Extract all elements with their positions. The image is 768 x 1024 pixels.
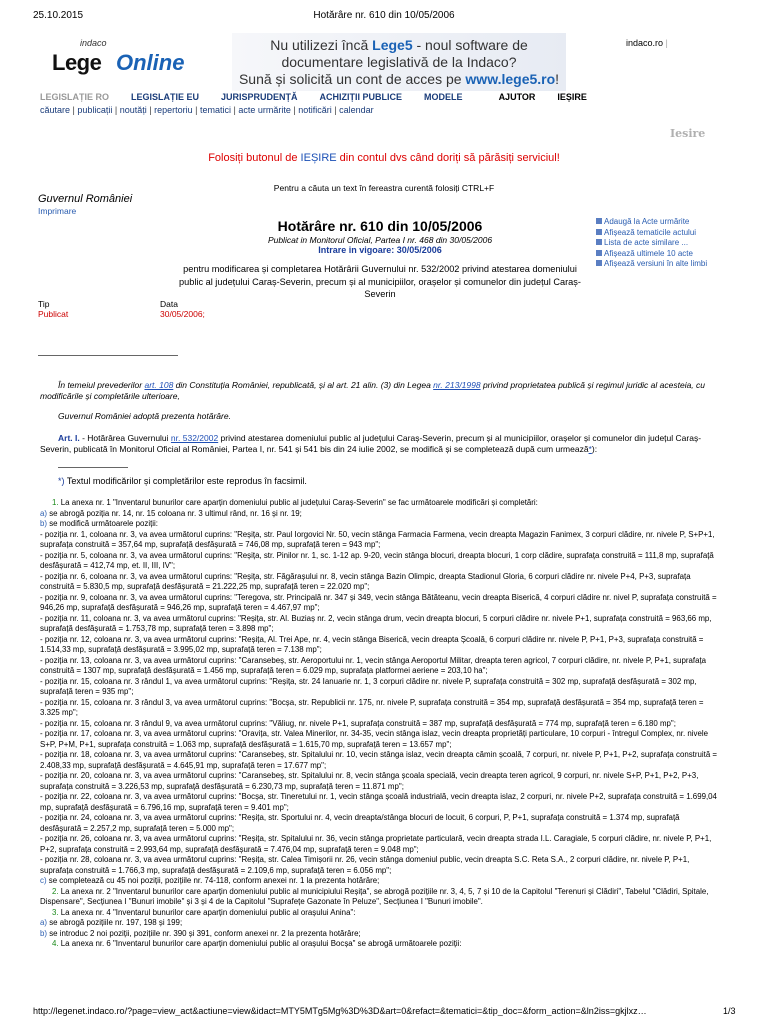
position-24: - poziția nr. 24, coloana nr. 3, va avea următorul cuprins: "Reșița, str. Sportului nr. 4, vecin dreapta/stânga blocuri de locuit, 6 corpuri, P, P+1, suprafața construită = 1.374 mp, suprafață desfășurată = 2.257,2 mp, suprafață teren = 5.000 mp";	[40, 813, 680, 833]
annex-item-1b: b) se modifică următoarele poziții:	[40, 519, 158, 528]
act-title: Hotărâre nr. 610 din 10/05/2006	[277, 218, 483, 234]
print-url: http://legenet.indaco.ro/?page=view_act&actiune=view&idact=MTY5MTg5Mg%3D%3D&art=0&refact=&tematici=&tip_doc=&form_action=&ln2iss=gkjlxz…	[33, 1006, 647, 1016]
banner-line-3: Sună și solicită un cont de acces pe www.lege5.ro!	[238, 71, 560, 87]
arrow-icon	[596, 239, 602, 245]
side-action-languages[interactable]: Afișează versiuni în alte limbi	[596, 259, 707, 270]
side-actions	[596, 217, 707, 270]
side-action-topics[interactable]: Afișează tematicile actului	[596, 228, 707, 239]
arrow-icon	[596, 250, 602, 256]
nav-ajutor[interactable]: AJUTOR	[498, 92, 536, 102]
position-5: - poziția nr. 5, coloana nr. 3, va avea următorul cuprins: "Reșița, str. Pinilor nr. 1, sc. 1-12 ap. 9-20, vecin stânga blocuri, dreapta blocuri, 1 corp clădire, suprafața construită = 111,8 mp, suprafață desfășurată = 412,74 mp, et. II, III, IV";	[40, 550, 714, 570]
nav-legislatie-eu[interactable]: LEGISLAȚIE EU	[131, 92, 200, 102]
position-17: - poziția nr. 17, coloana nr. 3, va avea următorul cuprins: "Oravița, str. Valea Minerilor, nr. 34-35, vecin stânga islaz, vecin dreapta proprietăți particulare, 10 corpuri - întregul Complex, nr. nivele S+P, P+M, P+1, suprafața construită = 1.063 mp, suprafață desfășurată = 1.615,70 mp, suprafață teren = 13.657 mp";	[40, 729, 708, 749]
print-link[interactable]: Imprimare	[38, 206, 77, 216]
nav-achizitii-publice[interactable]: ACHIZIȚII PUBLICE	[319, 92, 403, 102]
position-15-row-3: - poziția nr. 15, coloana nr. 3 rândul 3, va avea următorul cuprins: "Bocșa, str. Republicii nr. 175, nr. nivele P, suprafața construită = 354 mp, suprafață desfășurată = 354 mp, suprafață teren = 3.325 mp";	[40, 697, 704, 717]
footnote-separator	[58, 467, 128, 468]
iesire-button[interactable]: Iesire	[670, 127, 706, 140]
position-20: - poziția nr. 20, coloana nr. 3, va avea următorul cuprins: "Caransebeș, str. Spitalului nr. 8, vecin stânga școala specială, vecin dreapta teren agricol, 9 corpuri, nr. nivele S+P, P+1, P+2, P+3, suprafața construită = 3.226,53 mp, suprafață desfășurată = 6.230,73 mp, suprafață teren = 11.871 mp";	[40, 771, 699, 791]
subnav-noutati[interactable]: noutăți	[119, 105, 147, 115]
logout-notice: Folosiți butonul de IEȘIRE din contul dvs când doriți să părăsiți serviciul!	[208, 152, 560, 164]
side-action-similar[interactable]: Lista de acte similare ...	[596, 238, 707, 249]
meta-data-value: 30/05/2006;	[160, 309, 205, 319]
arrow-icon	[596, 260, 602, 266]
annex-item-1a: a) se abrogă poziția nr. 14, nr. 15 coloana nr. 3 ultimul rând, nr. 16 și nr. 19;	[40, 508, 302, 518]
link-hg-532-2002[interactable]: nr. 532/2002	[170, 433, 219, 443]
nav-legislatie-ro[interactable]: LEGISLAȚIE RO	[40, 92, 110, 102]
subnav-calendar[interactable]: calendar	[339, 105, 374, 115]
logo-lege-text: Lege	[52, 50, 102, 75]
annex-item-1c: c) se completează cu 45 noi poziții, pozițiile nr. 74-118, conform anexei nr. 1 la prezenta hotărâre;	[40, 876, 380, 885]
article-1: Art. I. - Hotărârea Guvernului nr. 532/2002 privind atestarea domeniului public al județului Caraș-Severin, precum și al municipiilor, orașelor și comunelor din județul Caraș-Severin, publicată în Monitorul Oficial al României, Partea I, nr. 541 și 541 bis din 24 iulie 2002, se modifică și se completează după cum urmează*):	[40, 433, 702, 455]
nav-jurisprudenta[interactable]: JURISPRUDENȚĂ	[221, 92, 298, 102]
subnav-cautare[interactable]: căutare	[40, 105, 71, 115]
position-22: - poziția nr. 22, coloana nr. 3, va avea următorul cuprins: "Bocșa, str. Tineretului nr. 1, vecin stânga școală industrială, vecin dreapta islaz, 2 corpuri, nr. nivele P+2, suprafața construită = 1.699,04 mp, suprafață desfășurată = 6.796,16 mp, suprafață teren = 9.401 mp";	[40, 792, 717, 812]
subnav-repertoriu[interactable]: repertoriu	[154, 105, 193, 115]
subnav-publicatii[interactable]: publicații	[77, 105, 113, 115]
meta-data-label: Data	[160, 299, 178, 309]
act-published: Publicat in Monitorul Oficial, Partea I nr. 468 din 30/05/2006	[267, 235, 493, 245]
position-13: - poziția nr. 13, coloana nr. 3, va avea următorul cuprins: "Caransebeș, str. Aeroportului nr. 1, vecin stânga Aeroportul Militar, dreapta teren agricol, 7 corpuri clădire, nr. nivele P, P+1, suprafața construită = 1307 mp, suprafață desfășurată = 1.456 mp, suprafață teren = 6.029 mp, suprafața platformei aeriene = 203,10 ha";	[40, 655, 707, 675]
annex-item-4: 4. La anexa nr. 6 "Inventarul bunurilor care aparțin domeniului public al orașului Bocșa" se abrogă următoarele poziții:	[52, 939, 462, 948]
position-26: - poziția nr. 26, coloana nr. 3, va avea următorul cuprins: "Reșița, str. Spitalului nr. 36, vecin stânga proprietate particulară, vecin dreapta strada I.L. Caragiale, 5 corpuri clădire, nr. nivele P, P+1, P+2, suprafața construită = 2.993,64 mp, suprafață desfășurată = 7.476,04 mp, suprafață teren = 9.048 mp";	[40, 834, 712, 854]
position-28: - poziția nr. 28, coloana nr. 3, va avea următorul cuprins: "Reșița, str. Calea Timișorii nr. 26, vecin stânga domeniul public, vecin dreapta S.C. Reta S.A., 2 corpuri clădire, nr. nivele P, P+1, suprafața construită = 1.766,3 mp, suprafață desfășurată = 2.109,6 mp, suprafață teren = 6.056 mp";	[40, 855, 690, 875]
meta-tip-label: Tip	[38, 299, 50, 309]
annex-item-3: 3. La anexa nr. 4 "Inventarul bunurilor care aparțin domeniului public al orașului Anina":	[52, 907, 356, 917]
annex-list	[40, 498, 720, 950]
notice-iesire-link[interactable]: IEȘIRE	[300, 152, 337, 164]
footnote: *) Textul modificărilor și completărilor este reprodus în facsimil.	[58, 476, 307, 486]
act-subject: pentru modificarea și completarea Hotărârii Guvernului nr. 532/2002 privind atestarea domeniului public al județului Caraș-Severin, precum și al municipiilor, orașelor și comunelor din județul Caraș-Severin	[179, 264, 581, 299]
banner-line-2: documentare legislativă de la Indaco?	[281, 54, 517, 70]
link-legea-213-1998[interactable]: nr. 213/1998	[433, 380, 481, 390]
side-action-last-10[interactable]: Afișează ultimele 10 acte	[596, 249, 707, 260]
preamble-paragraph: În temeiul prevederilor art. 108 din Constituția României, republicată, și al art. 21 alin. (3) din Legea nr. 213/1998 privind proprietatea publică și regimul juridic al acesteia, cu modificările și completările ulterioare,	[40, 380, 706, 402]
nav-modele[interactable]: MODELE	[424, 92, 463, 102]
position-9: - poziția nr. 9, coloana nr. 3, va avea următorul cuprins: "Teregova, str. Principală nr. 347 și 349, vecin stânga Bătăteanu, vecin dreapta Biserică, 4 corpuri clădire nr. nivel P, suprafața construită = 946,26 mp, suprafață desfășurată = 946,26 mp, suprafață teren = 4.467,97 mp";	[40, 592, 717, 612]
position-6: - poziția nr. 6, coloana nr. 3, va avea următorul cuprins: "Reșița, str. Făgărașului nr. 8, vecin stânga Bazin Olimpic, dreapta Stadionul Gloria, 6 corpuri clădire nr. nivele P+4, P+3, suprafața construită = 5.830,5 mp, suprafață desfășurată = 21.222,25 mp, suprafață teren = 22.020 mp";	[40, 571, 691, 591]
position-15-row-1: - poziția nr. 15, coloana nr. 3 rândul 1, va avea următorul cuprins: "Reșița, str. 24 Ianuarie nr. 1, 3 corpuri clădire nr. nivele P, suprafața construită = 302 mp, suprafață desfășurată = 302 mp, suprafață teren = 935 mp";	[40, 676, 697, 696]
nav-iesire[interactable]: IEȘIRE	[557, 92, 587, 102]
print-title: Hotărâre nr. 610 din 10/05/2006	[313, 10, 455, 21]
annex-item-3b: b) se introduc 2 noi poziții, pozițiile nr. 390 și 391, conform anexei nr. 2 la prezenta hotărâre;	[40, 928, 361, 938]
banner-line-1: Nu utilizezi încă Lege5 - noul software de	[270, 37, 528, 53]
arrow-icon	[596, 229, 602, 235]
separator-line	[38, 355, 178, 356]
position-11: - poziția nr. 11, coloana nr. 3, va avea următorul cuprins: "Reșița, str. Al. Buziaș nr. 2, vecin stânga drum, vecin dreapta blocuri, 5 corpuri clădire nr. nivele P+1, suprafața construită = 963,66 mp, suprafață desfășurată = 1.753,78 mp, suprafață teren = 3.898 mp";	[40, 613, 712, 633]
position-15-row-9: - poziția nr. 15, coloana nr. 3 rândul 9, va avea următorul cuprins: "Văliug, nr. nivele P+1, suprafața construită = 387 mp, suprafață desfășurată = 774 mp, suprafață teren = 6.180 mp";	[40, 718, 676, 728]
issuer-name: Guvernul României	[38, 193, 133, 205]
print-page-number: 1/3	[723, 1006, 736, 1016]
annex-item-1: 1. La anexa nr. 1 "Inventarul bunurilor care aparțin domeniului public al județului Caraș-Severin" se fac următoarele modificări și completări:	[52, 498, 538, 507]
annex-item-2: 2. La anexa nr. 2 "Inventarul bunurilor care aparțin domeniului public al municipiului Reșița", se abrogă pozițiile nr. 3, 4, 5, 7 și 10 de la Capitolul "Terenuri și Clădiri", Tabelul "Clădiri, Spitale, Dispensare", Secțiunea I "Bunuri imobile" și 3 și 4 de la Capitolul "Suprafețe Gazonate în Peluze", Secțiunea I "Bunuri imobile".	[40, 886, 709, 906]
arrow-icon	[596, 218, 602, 224]
sub-nav: căutare | publicații | noutăți | repertoriu | tematici | acte urmărite | notificări | calendar	[40, 105, 374, 115]
footnote-ref[interactable]: *	[588, 444, 592, 455]
position-18: - poziția nr. 18, coloana nr. 3, va avea următorul cuprins: "Caransebeș, str. Spitalului nr. 10, vecin stânga islaz, vecin dreapta cămin școală, 7 corpuri, nr. nivele P, P+1, P+2, suprafața construită = 2.408,33 mp, suprafață desfășurată = 4.645,91 mp, suprafață teren = 17.677 mp";	[40, 750, 718, 770]
subnav-acte-urmarite[interactable]: acte urmărite	[238, 105, 291, 115]
side-action-follow[interactable]: Adaugă la Acte urmărite	[596, 217, 707, 228]
logo-indaco-text: indaco	[80, 38, 107, 48]
link-art-108[interactable]: art. 108	[144, 380, 174, 390]
ctrl-f-hint: Pentru a căuta un text în fereastra curentă folosiți CTRL+F	[273, 183, 495, 193]
main-nav	[40, 92, 609, 102]
lege5-banner[interactable]	[232, 33, 566, 91]
annex-item-3a: a) se abrogă pozițiile nr. 197, 198 și 199;	[40, 918, 183, 927]
indaco-site-link[interactable]: indaco.ro |	[626, 38, 668, 48]
subnav-notificari[interactable]: notificări	[298, 105, 332, 115]
logo-online-text: Online	[116, 50, 185, 75]
position-12: - poziția nr. 12, coloana nr. 3, va avea următorul cuprins: "Reșița, Al. Trei Ape, nr. 4, vecin stânga Biserică, vecin dreapta Școală, 6 corpuri clădire nr. nivele P, P+1, P+3, suprafața construită = 1.514,33 mp, suprafață desfășurată = 3.995,02 mp, suprafață teren = 7.138 mp";	[40, 634, 704, 654]
subnav-tematici[interactable]: tematici	[200, 105, 232, 115]
act-in-force: Intrare in vigoare: 30/05/2006	[318, 245, 442, 255]
legeonline-logo[interactable]	[52, 38, 202, 82]
meta-tip-value: Publicat	[38, 309, 69, 319]
position-1: - poziția nr. 1, coloana nr. 3, va avea următorul cuprins: "Reșița, str. Paul Iorgovici Nr. 50, vecin stânga Farmacia Farmena, vecin dreapta Magazin Fanimex, 3 corpuri clădire, nr. nivele P, S+P+1, suprafața construită = 357,64 mp, suprafață desfășurată = 746,08 mp, suprafață teren = 943 mp";	[40, 529, 715, 549]
print-date: 25.10.2015	[33, 10, 84, 21]
adoption-paragraph: Guvernul României adoptă prezenta hotărâre.	[58, 411, 231, 421]
